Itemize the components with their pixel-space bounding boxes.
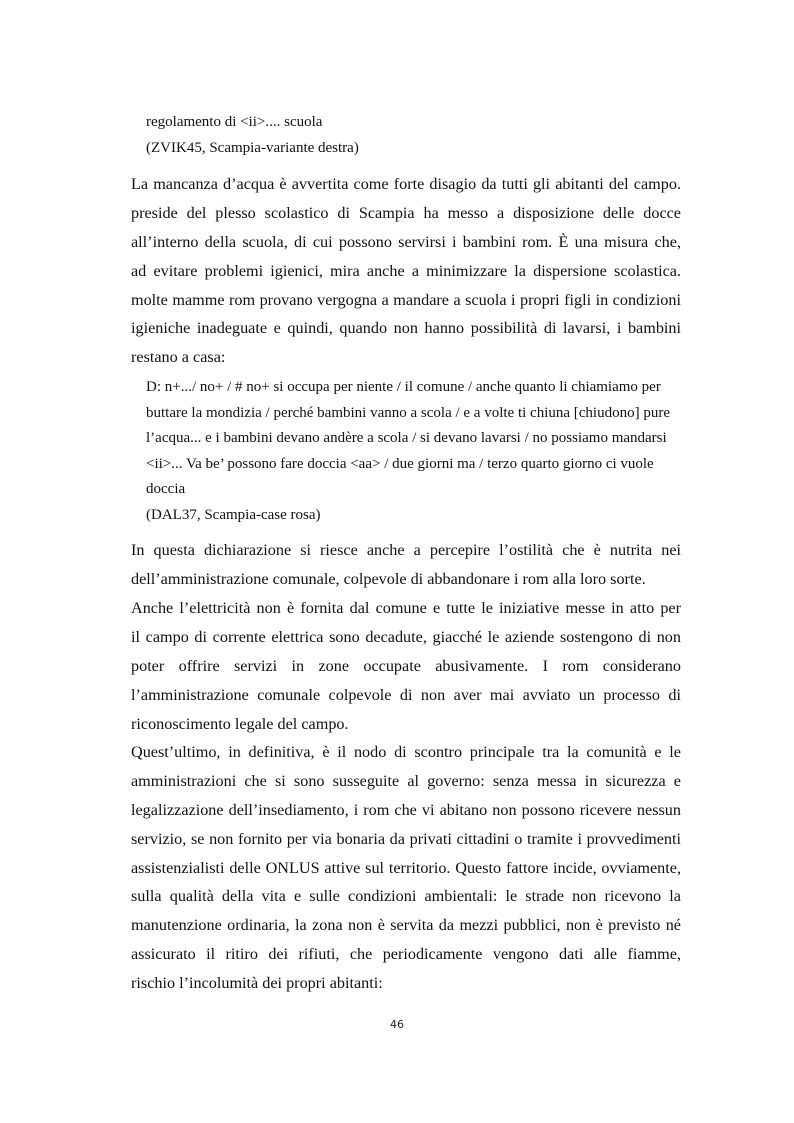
text-line: all’interno della scuola, di cui possono servirsi i bambini rom. È una misura che, — [131, 232, 681, 251]
text-line: il campo di corrente elettrica sono decadute, giacché le aziende sostengono di non — [131, 627, 681, 646]
text-line: La mancanza d’acqua è avvertita come forte disagio da tutti gli abitanti del campo. — [131, 175, 681, 193]
quote-line: <ii>... Va be’ possono fare doccia <aa> / due giorni ma / terzo quarto giorno ci vuole — [146, 455, 654, 472]
text-line: manutenzione ordinaria, la zona non è servita da mezzi pubblici, non è previsto né — [131, 916, 681, 935]
text-line: igieniche inadeguate e quindi, quando non hanno possibilità di lavarsi, i bambini — [131, 319, 681, 338]
quote-line: D: n+.../ no+ / # no+ si occupa per niente / il comune / anche quanto li chiamiamo per — [146, 379, 661, 395]
text-line: rischio l’incolumità dei propri abitanti: — [131, 974, 383, 993]
text-line: dell’amministrazione comunale, colpevole di abbandonare i rom alla loro sorte. — [131, 569, 646, 588]
page-number: 46 — [390, 1018, 404, 1031]
text-line: ad evitare problemi igienici, mira anche a minimizzare la dispersione scolastica. — [131, 261, 681, 280]
text-line: assicurato il ritiro dei rifiuti, che periodicamente vengono dati alle fiamme, — [131, 945, 681, 964]
body-paragraph — [131, 170, 681, 372]
text-line: molte mamme rom provano vergogna a mandare a scuola i propri figli in condizioni — [131, 290, 681, 309]
text-line: riconoscimento legale del campo. — [131, 714, 349, 733]
text-line: amministrazioni che si sono susseguite al governo: senza messa in sicurezza e — [131, 771, 681, 790]
quote-source: (DAL37, Scampia-case rosa) — [146, 506, 321, 523]
text-line: assistenzialisti delle ONLUS attive sul territorio. Questo fattore incide, ovviamente, — [131, 858, 681, 877]
text-line: legalizzazione dell’insediamento, i rom che vi abitano non possono ricevere nessun — [131, 800, 681, 819]
body-paragraph — [131, 738, 681, 998]
quote-line: doccia — [146, 481, 186, 497]
quote-line: l’acqua... e i bambini devano andère a scola / si devano lavarsi / no possiamo mandarsi — [146, 430, 667, 446]
text-line: Quest’ultimo, in definitiva, è il nodo di scontro principale tra la comunità e le — [131, 743, 681, 761]
quote-source: (ZVIK45, Scampia-variante destra) — [146, 139, 359, 156]
text-line: poter offrire servizi in zone occupate abusivamente. I rom considerano — [131, 656, 681, 675]
text-line: In questa dichiarazione si riesce anche a percepire l’ostilità che è nutrita nei — [131, 541, 681, 559]
interview-quote-dal37 — [146, 375, 686, 528]
body-paragraph — [131, 536, 681, 594]
text-line: servizio, se non fornito per via bonaria da privati cittadini o tramite i provvedimenti — [131, 829, 681, 848]
text-line: l’amministrazione comunale colpevole di non aver mai avviato un processo di — [131, 685, 681, 704]
text-line: Anche l’elettricità non è fornita dal comune e tutte le iniziative messe in atto per — [131, 599, 681, 617]
body-paragraph — [131, 594, 681, 738]
interview-quote-zvik45 — [146, 110, 686, 161]
quote-line: regolamento di <ii>.... scuola — [146, 114, 323, 130]
quote-line: buttare la mondizia / perché bambini vanno a scola / e a volte ti chiuna [chiudono] pure — [146, 404, 670, 421]
text-line: sulla qualità della vita e sulle condizioni ambientali: le strade non ricevono la — [131, 887, 681, 906]
text-line: restano a casa: — [131, 348, 226, 367]
text-line: preside del plesso scolastico di Scampia ha messo a disposizione delle docce — [131, 203, 681, 222]
